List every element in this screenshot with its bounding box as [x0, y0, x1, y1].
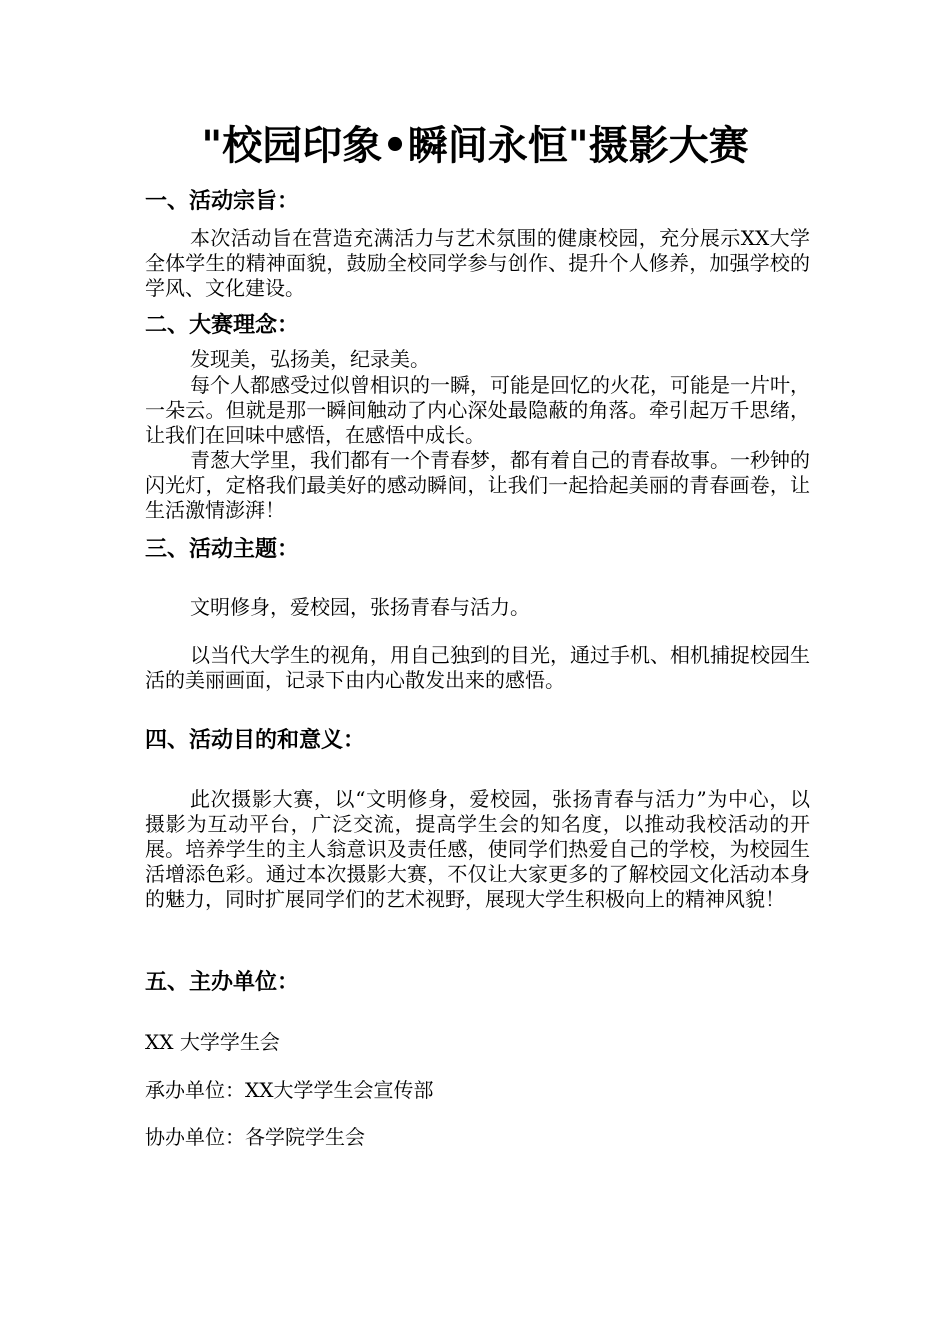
theme-paragraph-2: 以当代大学生的视角，用自己独到的目光，通过手机、相机捕捉校园生活的美丽画面，记录下由内心散发出来的感悟。	[145, 643, 810, 692]
document-title: "校园印象•瞬间永恒"摄影大赛	[201, 123, 749, 169]
section-heading-organizer: 五、主办单位：	[145, 970, 300, 995]
section-heading-concept: 二、大赛理念：	[145, 313, 300, 338]
section-heading-theme: 三、活动主题：	[145, 537, 300, 562]
concept-paragraph-3: 青葱大学里，我们都有一个青春梦，都有着自己的青春故事。一秒钟的闪光灯，定格我们最美好的感动瞬间，让我们一起拾起美丽的青春画卷，让生活激情澎湃！	[145, 448, 810, 522]
purpose-paragraph: 本次活动旨在营造充满活力与艺术氛围的健康校园，充分展示XX大学全体学生的精神面貌，鼓励全校同学参与创作、提升个人修养，加强学校的学风、文化建设。	[145, 226, 810, 300]
significance-paragraph: 此次摄影大赛，以“文明修身，爱校园，张扬青春与活力”为中心，以摄影为互动平台，广泛交流，提高学生会的知名度，以推动我校活动的开展。培养学生的主人翁意识及责任感，使同学们热爱自己的学校，为校园生活增添色彩。通过本次摄影大赛，不仅让大家更多的了解校园文化活动本身的魅力，同时扩展同学们的艺术视野，展现大学生积极向上的精神风貌！	[145, 787, 810, 911]
co-organizer-line: 协办单位：各学院学生会	[145, 1125, 365, 1149]
section-heading-significance: 四、活动目的和意义：	[145, 728, 366, 753]
undertaker-line: 承办单位：XX大学学生会宣传部	[145, 1078, 434, 1102]
concept-paragraph-2: 每个人都感受过似曾相识的一瞬，可能是回忆的火花，可能是一片叶，一朵云。但就是那一瞬间触动了内心深处最隐蔽的角落。牵引起万千思绪，让我们在回味中感悟，在感悟中成长。	[145, 373, 810, 447]
organizer-line: XX 大学学生会	[145, 1030, 280, 1054]
concept-paragraph-1: 发现美，弘扬美，纪录美。	[190, 347, 430, 371]
theme-paragraph-1: 文明修身，爱校园，张扬青春与活力。	[190, 595, 530, 619]
section-heading-purpose: 一、活动宗旨：	[145, 189, 300, 214]
